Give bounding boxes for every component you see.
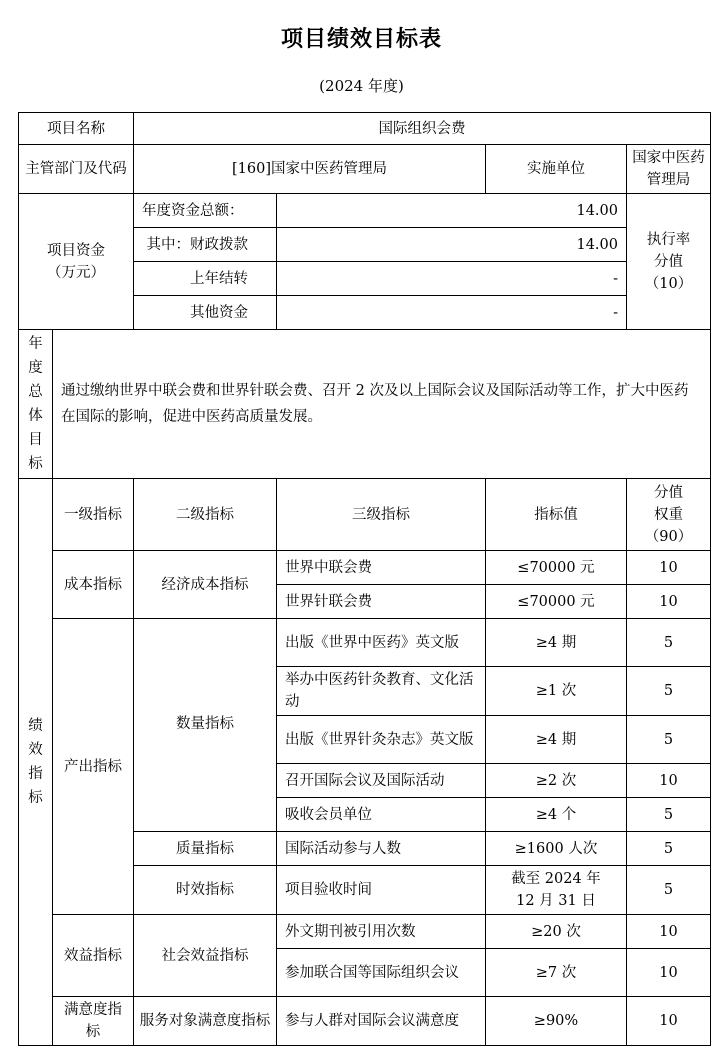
level3-cell: 参加联合国等国际组织会议 [277, 949, 486, 997]
table-row [19, 619, 711, 667]
goal-label-char: 总 [28, 384, 43, 400]
goal-label-char: 度 [28, 360, 43, 376]
goal-text: 通过缴纳世界中联会费和世界针联会费、召开 2 次及以上国际会议及国际活动等工作，扩大中医药在国际的影响，促进中医药高质量发展。 [53, 330, 711, 479]
weight-cell: 5 [627, 619, 711, 667]
goal-label-char: 体 [28, 408, 43, 424]
level3-cell: 国际活动参与人数 [277, 832, 486, 866]
table-row [19, 915, 711, 949]
value-cell: ≥7 次 [486, 949, 627, 997]
goal-label-char: 目 [28, 432, 43, 448]
level3-cell: 参与人群对国际会议满意度 [277, 997, 486, 1046]
value-cell: ≥90% [486, 997, 627, 1046]
header-level2: 二级指标 [134, 479, 277, 551]
header-level3: 三级指标 [277, 479, 486, 551]
level3-cell: 世界中联会费 [277, 551, 486, 585]
weight-cell: 10 [627, 585, 711, 619]
value-cell: ≥4 期 [486, 716, 627, 764]
indicator-section-char: 指 [28, 766, 43, 782]
fund-label-line1: 项目资金 [47, 242, 105, 259]
value-cell: ≥4 期 [486, 619, 627, 667]
row-indicator-header [19, 479, 711, 551]
row-department [19, 145, 711, 194]
fund-fiscal-label: 其中：财政拨款 [134, 228, 277, 262]
weight-cell: 10 [627, 764, 711, 798]
table-row [19, 551, 711, 585]
fund-label-line2: （万元） [47, 264, 105, 281]
project-name-label: 项目名称 [19, 113, 134, 145]
dept-label: 主管部门及代码 [19, 145, 134, 194]
exec-rate-line1: 执行率 [646, 231, 691, 248]
goal-label-char: 年 [28, 336, 43, 352]
weight-cell: 10 [627, 551, 711, 585]
level2-quantity: 数量指标 [134, 619, 277, 832]
header-weight [627, 479, 711, 551]
level3-cell: 世界针联会费 [277, 585, 486, 619]
level3-cell: 外文期刊被引用次数 [277, 915, 486, 949]
fund-other-label: 其他资金 [134, 296, 277, 330]
indicator-section-char: 效 [28, 742, 43, 758]
indicator-section-label [19, 479, 53, 1046]
fund-total-label: 年度资金总额： [134, 194, 277, 228]
level2-quality: 质量指标 [134, 832, 277, 866]
fund-carry-value: - [277, 262, 627, 296]
exec-rate-line2: 分值 [654, 253, 683, 270]
weight-cell: 10 [627, 949, 711, 997]
level3-cell: 召开国际会议及国际活动 [277, 764, 486, 798]
value-cell: ≤70000 元 [486, 551, 627, 585]
level1-output: 产出指标 [53, 619, 134, 915]
level2-social-benefit: 社会效益指标 [134, 915, 277, 997]
row-fund-total [19, 194, 711, 228]
level3-cell: 出版《世界中医药》英文版 [277, 619, 486, 667]
level1-satisfaction: 满意度指标 [53, 997, 134, 1046]
weight-cell: 5 [627, 716, 711, 764]
project-name-value: 国际组织会费 [134, 113, 711, 145]
header-value: 指标值 [486, 479, 627, 551]
header-weight-line3: （90） [644, 528, 693, 545]
value-cell: ≥2 次 [486, 764, 627, 798]
value-cell: ≥1600 人次 [486, 832, 627, 866]
level3-cell: 出版《世界针灸杂志》英文版 [277, 716, 486, 764]
weight-cell: 5 [627, 798, 711, 832]
page-title: 项目绩效目标表 [280, 27, 442, 52]
level2-service-satisfaction: 服务对象满意度指标 [134, 997, 277, 1046]
indicator-section-char: 绩 [28, 718, 43, 734]
goal-label-char: 标 [28, 456, 43, 472]
exec-rate-line3: （10） [644, 275, 693, 292]
weight-cell: 10 [627, 997, 711, 1046]
weight-cell: 5 [627, 667, 711, 716]
value-cell: ≤70000 元 [486, 585, 627, 619]
year-subtitle: (2024 年度) [319, 77, 404, 95]
table-row [19, 997, 711, 1046]
fund-carry-label: 上年结转 [134, 262, 277, 296]
fund-label [19, 194, 134, 330]
value-cell: 截至 2024 年 12 月 31 日 [486, 866, 627, 915]
impl-value: 国家中医药管理局 [627, 145, 711, 194]
level1-benefit: 效益指标 [53, 915, 134, 997]
level2-timeliness: 时效指标 [134, 866, 277, 915]
level1-cost: 成本指标 [53, 551, 134, 619]
weight-cell: 5 [627, 832, 711, 866]
fund-other-value: - [277, 296, 627, 330]
value-cell: ≥1 次 [486, 667, 627, 716]
row-annual-goal [19, 330, 711, 479]
impl-label: 实施单位 [486, 145, 627, 194]
level3-cell: 举办中医药针灸教育、文化活动 [277, 667, 486, 716]
indicator-section-char: 标 [28, 790, 43, 806]
goal-label [19, 330, 53, 479]
value-cell: ≥20 次 [486, 915, 627, 949]
header-weight-line2: 权重 [654, 506, 683, 523]
exec-rate-label [627, 194, 711, 330]
value-cell: ≥4 个 [486, 798, 627, 832]
level3-cell: 项目验收时间 [277, 866, 486, 915]
header-level1: 一级指标 [53, 479, 134, 551]
performance-table [18, 112, 711, 1046]
fund-fiscal-value: 14.00 [277, 228, 627, 262]
fund-total-value: 14.00 [277, 194, 627, 228]
row-project-name [19, 113, 711, 145]
dept-value: [160]国家中医药管理局 [134, 145, 486, 194]
weight-cell: 10 [627, 915, 711, 949]
level2-economic-cost: 经济成本指标 [134, 551, 277, 619]
level3-cell: 吸收会员单位 [277, 798, 486, 832]
weight-cell: 5 [627, 866, 711, 915]
header-weight-line1: 分值 [654, 484, 683, 501]
